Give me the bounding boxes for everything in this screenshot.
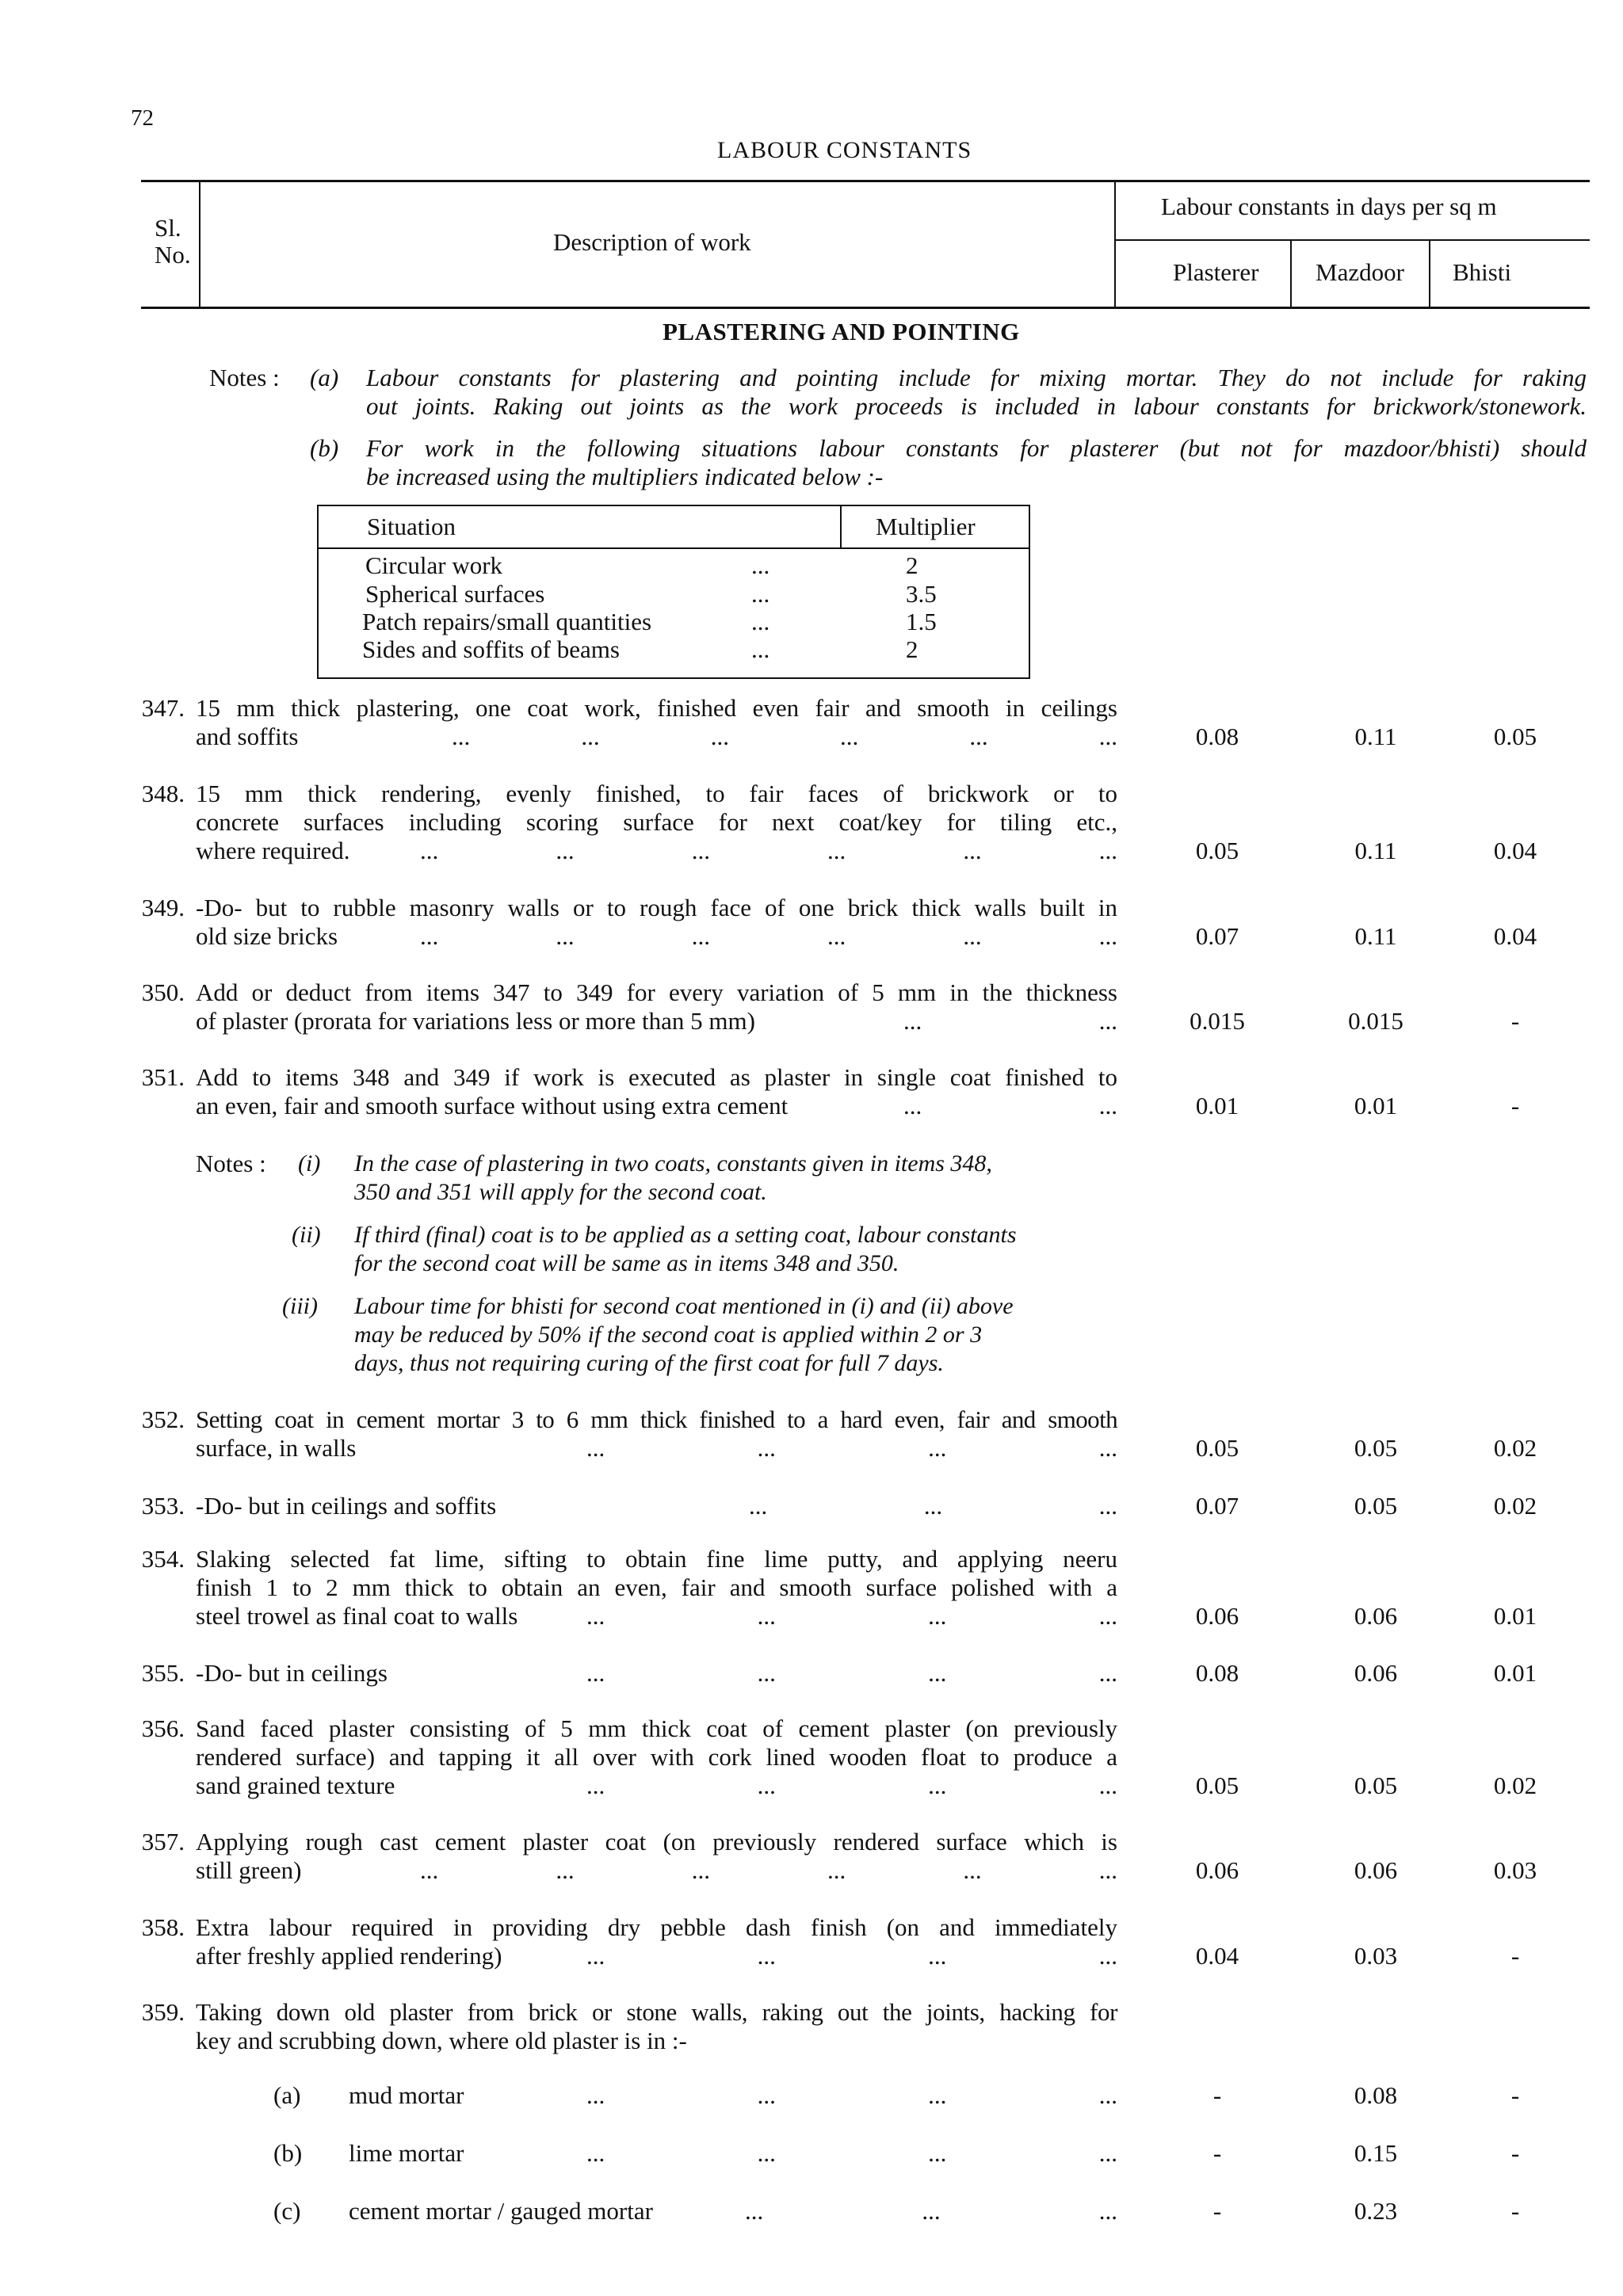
header-divider bbox=[1114, 180, 1116, 307]
description-header: Description of work bbox=[553, 228, 751, 256]
plasterer-value: 0.08 bbox=[1195, 1659, 1239, 1687]
mazdoor-value: 0.23 bbox=[1354, 2197, 1398, 2225]
plasterer-value: - bbox=[1212, 2139, 1222, 2167]
item-description: finish 1 to 2 mm thick to obtain an even, fair and smooth surface polished with a bbox=[196, 1573, 1117, 1601]
note-iii-text: days, thus not requiring curing of the first coat for full 7 days. bbox=[354, 1350, 944, 1376]
mazdoor-value: 0.01 bbox=[1354, 1092, 1398, 1119]
mazdoor-value: 0.05 bbox=[1354, 1434, 1398, 1462]
leader-dots: ... ... ... bbox=[745, 2197, 1117, 2225]
note-iii-label: (iii) bbox=[282, 1293, 318, 1319]
note-b-label: (b) bbox=[310, 434, 339, 462]
mazdoor-header: Mazdoor bbox=[1316, 258, 1404, 286]
leader-dots: ... ... ... ... ... ... bbox=[420, 1856, 1117, 1884]
item-description: concrete surfaces including scoring surface for next coat/key for tiling etc., bbox=[196, 808, 1117, 836]
item-number: 356. bbox=[141, 1714, 185, 1742]
plasterer-header: Plasterer bbox=[1173, 258, 1259, 286]
dots: ... bbox=[751, 608, 770, 635]
item-description: and soffits bbox=[196, 723, 299, 750]
running-head: LABOUR CONSTANTS bbox=[717, 137, 972, 163]
mazdoor-value: 0.11 bbox=[1354, 922, 1397, 950]
plasterer-value: 0.07 bbox=[1195, 1492, 1239, 1520]
plasterer-value: 0.05 bbox=[1195, 1772, 1239, 1799]
leader-dots: ... ... ... ... bbox=[586, 2139, 1117, 2167]
note-iii-text: may be reduced by 50% if the second coat is applied within 2 or 3 bbox=[354, 1322, 983, 1348]
leader-dots: ... ... ... ... bbox=[586, 1602, 1117, 1630]
multiplier-header: Multiplier bbox=[876, 513, 976, 540]
header-top-rule bbox=[141, 180, 1590, 182]
multiplier-table-rule bbox=[319, 547, 1029, 549]
bhisti-value: 0.02 bbox=[1493, 1434, 1537, 1462]
leader-dots: ... ... bbox=[903, 1092, 1117, 1119]
plasterer-value: 0.07 bbox=[1195, 922, 1239, 950]
multiplier-cell: 1.5 bbox=[906, 608, 937, 635]
leader-dots: ... ... ... ... ... ... bbox=[452, 723, 1117, 750]
item-description: -Do- but to rubble masonry walls or to rough face of one brick thick walls built in bbox=[196, 894, 1117, 921]
plasterer-value: 0.015 bbox=[1190, 1007, 1245, 1035]
leader-dots: ... ... ... ... bbox=[586, 2081, 1117, 2109]
note-b-text: be increased using the multipliers indicated below :- bbox=[366, 463, 884, 490]
situation-cell: Sides and soffits of beams bbox=[362, 635, 620, 663]
mazdoor-value: 0.15 bbox=[1354, 2139, 1398, 2167]
bhisti-value: - bbox=[1510, 1092, 1520, 1119]
header-divider bbox=[1429, 239, 1430, 307]
leader-dots: ... ... ... ... bbox=[586, 1434, 1117, 1462]
bhisti-value: - bbox=[1510, 2197, 1520, 2225]
item-description: Extra labour required in providing dry pebble dash finish (on and immediately bbox=[196, 1913, 1117, 1941]
item-description: Applying rough cast cement plaster coat (on previously rendered surface which is bbox=[196, 1828, 1117, 1855]
item-number: 352. bbox=[141, 1405, 185, 1433]
situation-cell: Circular work bbox=[365, 551, 503, 579]
page-number: 72 bbox=[131, 105, 154, 131]
leader-dots: ... ... ... ... bbox=[586, 1942, 1117, 1970]
multiplier-cell: 2 bbox=[906, 551, 918, 579]
plasterer-value: 0.05 bbox=[1195, 837, 1239, 864]
item-number: 358. bbox=[141, 1913, 185, 1941]
item-number: 347. bbox=[141, 694, 185, 722]
item-number: 353. bbox=[141, 1492, 185, 1520]
leader-dots: ... ... ... ... ... ... bbox=[420, 922, 1117, 950]
item-number: 351. bbox=[141, 1063, 185, 1091]
item-description: surface, in walls bbox=[196, 1434, 357, 1462]
item-description: where required. bbox=[196, 837, 350, 864]
item-description: Add or deduct from items 347 to 349 for every variation of 5 mm in the thickness bbox=[196, 978, 1117, 1006]
notes-label: Notes : bbox=[196, 1150, 266, 1177]
note-ii-text: for the second coat will be same as in items 348 and 350. bbox=[354, 1250, 899, 1276]
sub-item-text: mud mortar bbox=[349, 2081, 464, 2109]
item-description: -Do- but in ceilings bbox=[196, 1659, 388, 1687]
mazdoor-value: 0.015 bbox=[1348, 1007, 1403, 1035]
leader-dots: ... ... ... ... ... ... bbox=[420, 837, 1117, 864]
plasterer-value: 0.04 bbox=[1195, 1942, 1239, 1970]
item-number: 349. bbox=[141, 894, 185, 921]
item-number: 350. bbox=[141, 978, 185, 1006]
item-description: 15 mm thick rendering, evenly finished, to fair faces of brickwork or to bbox=[196, 780, 1117, 807]
mazdoor-value: 0.11 bbox=[1354, 723, 1397, 750]
leader-dots: ... ... ... bbox=[749, 1492, 1117, 1520]
dots: ... bbox=[751, 580, 770, 608]
note-b-text: For work in the following situations labour constants for plasterer (but not for mazdoor/bhisti) should bbox=[366, 434, 1587, 462]
plasterer-value: 0.08 bbox=[1195, 723, 1239, 750]
plasterer-value: 0.05 bbox=[1195, 1434, 1239, 1462]
sl-no-header: No. bbox=[155, 241, 191, 269]
notes-label: Notes : bbox=[209, 364, 280, 391]
sub-item-text: lime mortar bbox=[349, 2139, 464, 2167]
note-iii-text: Labour time for bhisti for second coat mentioned in (i) and (ii) above bbox=[354, 1293, 1014, 1319]
labour-constants-header: Labour constants in days per sq m bbox=[1161, 193, 1497, 220]
mazdoor-value: 0.05 bbox=[1354, 1492, 1398, 1520]
item-number: 354. bbox=[141, 1545, 185, 1573]
item-description: old size bricks bbox=[196, 922, 338, 950]
item-description: key and scrubbing down, where old plaster is in :- bbox=[196, 2027, 687, 2054]
situation-cell: Spherical surfaces bbox=[365, 580, 545, 608]
item-description: of plaster (prorata for variations less or more than 5 mm) bbox=[196, 1007, 755, 1035]
plasterer-value: - bbox=[1212, 2081, 1222, 2109]
situation-header: Situation bbox=[367, 513, 456, 540]
plasterer-value: 0.01 bbox=[1195, 1092, 1239, 1119]
bhisti-value: 0.02 bbox=[1493, 1492, 1537, 1520]
multiplier-cell: 2 bbox=[906, 635, 918, 663]
leader-dots: ... ... ... ... bbox=[586, 1659, 1117, 1687]
situation-cell: Patch repairs/small quantities bbox=[362, 608, 652, 635]
bhisti-value: 0.04 bbox=[1493, 922, 1537, 950]
header-divider bbox=[199, 180, 200, 307]
note-a-text: Labour constants for plastering and pointing include for mixing mortar. They do not include for raking bbox=[366, 364, 1587, 391]
note-i-label: (i) bbox=[298, 1150, 321, 1177]
note-ii-label: (ii) bbox=[292, 1222, 321, 1248]
section-title: PLASTERING AND POINTING bbox=[663, 318, 1020, 345]
mazdoor-value: 0.03 bbox=[1354, 1942, 1398, 1970]
header-divider bbox=[1290, 239, 1292, 307]
bhisti-value: - bbox=[1510, 2139, 1520, 2167]
item-description: Taking down old plaster from brick or stone walls, raking out the joints, hacking for bbox=[196, 1998, 1117, 2026]
item-description: rendered surface) and tapping it all over with cork lined wooden float to produce a bbox=[196, 1743, 1117, 1771]
leader-dots: ... ... bbox=[903, 1007, 1117, 1035]
plasterer-value: - bbox=[1212, 2197, 1222, 2225]
mazdoor-value: 0.05 bbox=[1354, 1772, 1398, 1799]
item-description: Setting coat in cement mortar 3 to 6 mm thick finished to a hard even, fair and smooth bbox=[196, 1405, 1117, 1433]
item-description: after freshly applied rendering) bbox=[196, 1942, 502, 1970]
bhisti-value: 0.02 bbox=[1493, 1772, 1537, 1799]
item-number: 348. bbox=[141, 780, 185, 807]
bhisti-value: 0.04 bbox=[1493, 837, 1537, 864]
item-description: Sand faced plaster consisting of 5 mm thick coat of cement plaster (on previously bbox=[196, 1714, 1117, 1742]
item-description: Add to items 348 and 349 if work is executed as plaster in single coat finished to bbox=[196, 1063, 1117, 1091]
multiplier-table-divider bbox=[840, 506, 842, 547]
sub-item-label: (a) bbox=[273, 2081, 301, 2109]
bhisti-value: - bbox=[1510, 2081, 1520, 2109]
item-number: 355. bbox=[141, 1659, 185, 1687]
bhisti-value: - bbox=[1510, 1007, 1520, 1035]
note-i-text: 350 and 351 will apply for the second coat. bbox=[354, 1179, 767, 1205]
header-group-rule bbox=[1114, 239, 1590, 241]
item-description: steel trowel as final coat to walls bbox=[196, 1602, 518, 1630]
sl-no-header: Sl. bbox=[155, 214, 181, 242]
leader-dots: ... ... ... ... bbox=[586, 1772, 1117, 1799]
mazdoor-value: 0.11 bbox=[1354, 837, 1397, 864]
header-bottom-rule bbox=[141, 307, 1590, 309]
bhisti-value: - bbox=[1510, 1942, 1520, 1970]
bhisti-value: 0.05 bbox=[1493, 723, 1537, 750]
mazdoor-value: 0.06 bbox=[1354, 1856, 1398, 1884]
item-description: 15 mm thick plastering, one coat work, finished even fair and smooth in ceilings bbox=[196, 694, 1117, 722]
mazdoor-value: 0.08 bbox=[1354, 2081, 1398, 2109]
multiplier-cell: 3.5 bbox=[906, 580, 937, 608]
mazdoor-value: 0.06 bbox=[1354, 1659, 1398, 1687]
note-a-label: (a) bbox=[310, 364, 339, 391]
bhisti-header: Bhisti bbox=[1453, 258, 1512, 286]
note-ii-text: If third (final) coat is to be applied as a setting coat, labour constants bbox=[354, 1222, 1017, 1248]
item-description: still green) bbox=[196, 1856, 302, 1884]
sub-item-text: cement mortar / gauged mortar bbox=[349, 2197, 653, 2225]
dots: ... bbox=[751, 551, 770, 579]
plasterer-value: 0.06 bbox=[1195, 1856, 1239, 1884]
item-description: -Do- but in ceilings and soffits bbox=[196, 1492, 497, 1520]
bhisti-value: 0.01 bbox=[1493, 1659, 1537, 1687]
sub-item-label: (b) bbox=[273, 2139, 303, 2167]
item-number: 359. bbox=[141, 1998, 185, 2026]
item-description: Slaking selected fat lime, sifting to obtain fine lime putty, and applying neeru bbox=[196, 1545, 1117, 1573]
plasterer-value: 0.06 bbox=[1195, 1602, 1239, 1630]
item-description: an even, fair and smooth surface without using extra cement bbox=[196, 1092, 789, 1119]
sub-item-label: (c) bbox=[273, 2197, 301, 2225]
item-number: 357. bbox=[141, 1828, 185, 1855]
multiplier-table bbox=[317, 505, 1030, 679]
mazdoor-value: 0.06 bbox=[1354, 1602, 1398, 1630]
note-a-text: out joints. Raking out joints as the work proceeds is included in labour constants for brickwork/stonework. bbox=[366, 392, 1587, 420]
dots: ... bbox=[751, 635, 770, 663]
item-description: sand grained texture bbox=[196, 1772, 395, 1799]
note-i-text: In the case of plastering in two coats, constants given in items 348, bbox=[354, 1150, 992, 1177]
bhisti-value: 0.03 bbox=[1493, 1856, 1537, 1884]
bhisti-value: 0.01 bbox=[1493, 1602, 1537, 1630]
